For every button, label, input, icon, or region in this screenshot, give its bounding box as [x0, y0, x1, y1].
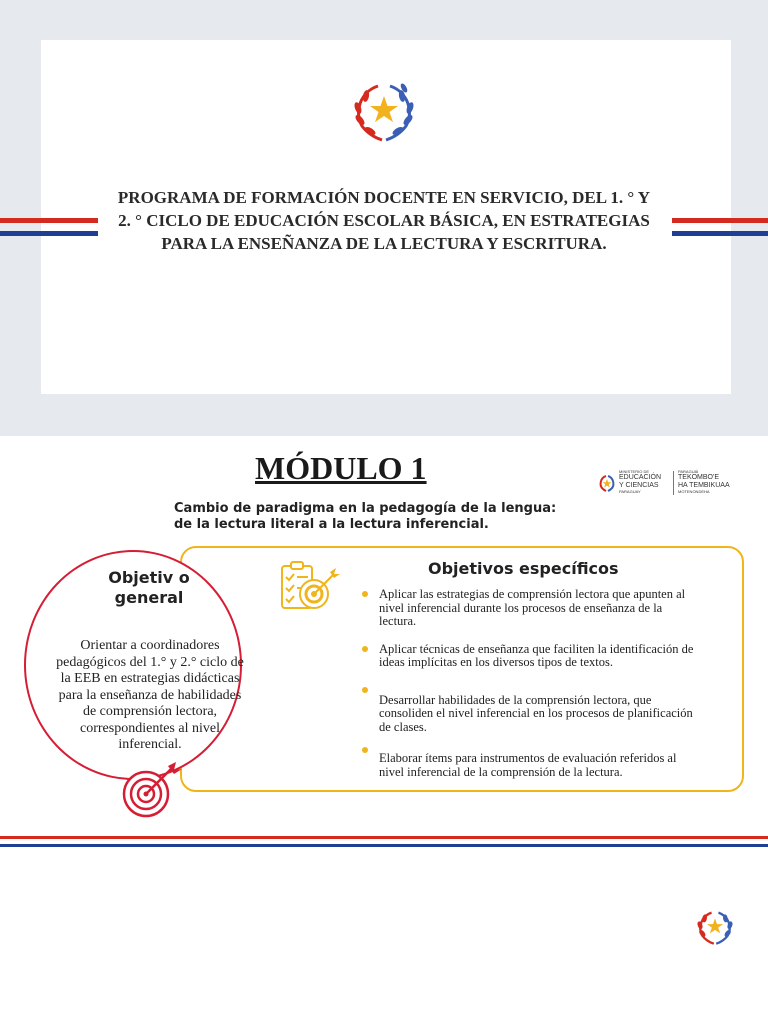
flag-stripe-blue-right: [672, 231, 768, 236]
flag-stripe-red-right: [672, 218, 768, 223]
bullet-icon: [362, 747, 368, 753]
general-objective-text: Orientar a coordinadores pedagógicos del 1.° y 2.° ciclo de la EEB en estrategias didácticas para la enseñanza de habilidades de comprensión lectora, correspondientes al nivel inferencial.: [56, 638, 244, 752]
ministry-name-guarani: PARAGUÁI TEKOMBO'E HA TEMBIKUAA MOTENONDEHA: [678, 469, 730, 494]
list-item: Elaborar ítems para instrumentos de evaluación referidos al nivel inferencial de la comprensión de la lectura.: [362, 744, 702, 779]
checklist-target-icon: [278, 560, 346, 616]
footer-stripe-blue: [0, 844, 768, 847]
bullet-icon: [362, 687, 368, 693]
list-item: Aplicar técnicas de enseñanza que faciliten la identificación de ideas implícitas en los diversos tipos de textos.: [362, 643, 702, 670]
flag-stripe-blue-left: [0, 231, 98, 236]
program-title: PROGRAMA DE FORMACIÓN DOCENTE EN SERVICIO, DEL 1. ° Y 2. ° CICLO DE EDUCACIÓN ESCOLAR BÁSICA, EN ESTRATEGIAS PARA LA ENSEÑANZA DE LA LECTURA Y ESCRITURA.: [117, 188, 651, 253]
bullet-icon: [362, 646, 368, 652]
general-objective-title: Objetiv o general: [108, 568, 190, 607]
list-item: Desarrollar habilidades de la comprensión lectora, que consoliden el nivel inferencial en los procesos de planificación de clases.: [362, 684, 702, 735]
ministry-logo: [598, 469, 738, 499]
national-seal-icon: [694, 908, 736, 946]
flag-stripe-red-left: [0, 218, 98, 223]
target-icon: [120, 760, 182, 818]
list-item: Aplicar las estrategias de comprensión lectora que apunten al nivel inferencial durante los procesos de enseñanza de la lectura.: [362, 588, 702, 629]
module-subtitle: Cambio de paradigma en la pedagogía de la lengua: de la lectura literal a la lectura inferencial.: [174, 501, 557, 532]
ministry-seal-icon: [598, 474, 616, 492]
ministry-name: MINISTERIO DE EDUCACIÓN Y CIENCIAS PARAGUAY: [619, 469, 662, 494]
specific-objectives-list: [362, 588, 702, 793]
national-seal-icon: [348, 78, 420, 144]
logo-divider: [673, 471, 674, 495]
footer-stripe-red: [0, 836, 768, 839]
module-title: MÓDULO 1: [255, 450, 427, 486]
bullet-icon: [362, 591, 368, 597]
specific-objectives-title: Objetivos específicos: [428, 559, 619, 578]
